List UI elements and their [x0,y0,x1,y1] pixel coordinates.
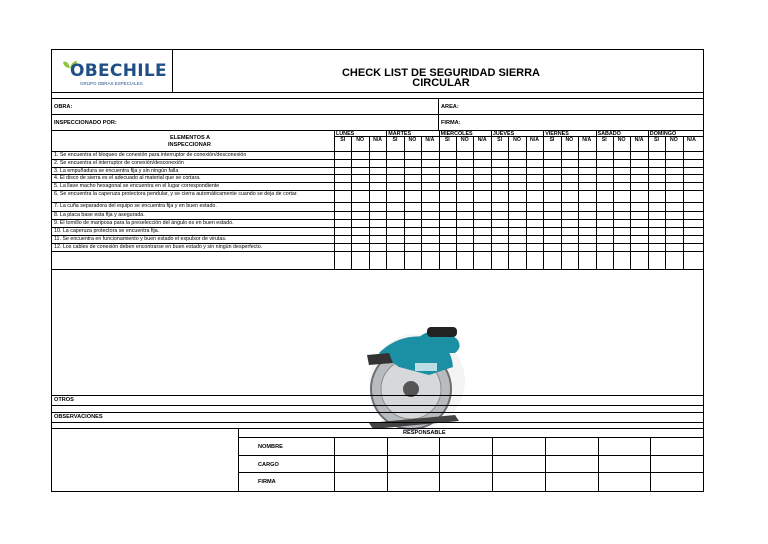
checklist-item: 8. La placa base esta fija y asegurada. [54,212,145,218]
logo-text: OBECHILE [70,61,167,81]
option-header-no: NO [408,137,417,143]
option-header-si: SI [444,137,450,143]
responsable-cargo-label: CARGO [258,462,279,468]
option-header-no: NO [460,137,469,143]
responsable-header: RESPONSABLE [403,430,446,436]
responsable-col-line [334,437,335,491]
option-header-si: SI [340,137,346,143]
checklist-item: 9. El tornillo de mariposa para la preselección del ángulo es en buen estado. [54,220,234,226]
firma-label: FIRMA: [441,120,461,126]
day-header-lunes: LUNES [336,131,355,137]
row-line [52,251,703,252]
day-underline [334,136,703,137]
day-header-sabado: SABADO [597,131,621,137]
day-header-domingo: DOMINGO [649,131,677,137]
responsable-row-line [238,472,703,473]
day-header-jueves: JUEVES [492,131,515,137]
checklist-item: 6. Se encuentra la caperuza protectora pendular, y se cierra automáticamente cuando se deja de cortar. [54,191,298,197]
document-title-line-2: CIRCULAR [412,77,470,89]
logo-subtitle: GRUPO OBRAS ESPECIALES [80,81,143,86]
responsable-col-line [439,437,440,491]
option-header-si: SI [497,137,503,143]
checklist-item: 4. El disco de sierra es el adecuado al material que se cortara. [54,175,201,181]
checklist-item: 10. La caperuza protectora se encuentra fija. [54,228,160,234]
elements-header-line-2: INSPECCIONAR [168,142,211,148]
option-header-si: SI [549,137,555,143]
responsable-firma-label: FIRMA [258,479,276,485]
circular-saw-image [359,323,475,435]
option-header-no: NO [356,137,365,143]
observaciones-label: OBSERVACIONES [54,414,103,420]
obra-label: OBRA: [54,104,73,110]
option-header-na: N/A [582,137,592,143]
day-header-viernes: VIERNES [545,131,569,137]
option-header-si: SI [392,137,398,143]
responsable-col-line [545,437,546,491]
otros-label: OTROS [54,397,74,403]
option-header-na: N/A [425,137,435,143]
checklist-item: 3. La empuñadura se encuentra fija y sin ningún falla [54,168,179,174]
option-header-no: NO [617,137,626,143]
day-header-miercoles: MIERCOLES [440,131,473,137]
option-header-si: SI [654,137,659,143]
option-header-no: NO [670,137,678,143]
checklist-item: 12. Los cables de conexión deben encontrarse en buen estado y sin ningún desperfecto. [54,244,263,250]
row-line [52,269,703,270]
checklist-item: 1. Se encuentra el bloqueo de conexión para interruptor de conexión/desconexión [54,152,247,158]
inspeccionado-label: INSPECCIONADO POR: [54,120,117,126]
responsable-nombre-label: NOMBRE [258,444,283,450]
option-header-na: N/A [530,137,539,143]
checklist-item: 2. Se encuentra el interruptor de conexión/desconexión [54,160,184,166]
document-title-line-1: CHECK LIST DE SEGURIDAD SIERRA [341,67,541,79]
company-logo [60,56,170,88]
option-header-na: N/A [373,137,383,143]
area-label: AREA: [441,104,459,110]
checklist-item: 7. La cuña separadora del equipo se encuentra fija y en buen estado. [54,203,217,209]
option-header-si: SI [601,137,607,143]
responsable-col-line [492,437,493,491]
option-header-no: NO [565,137,574,143]
checklist-sheet [51,49,704,492]
responsable-row-line [238,455,703,456]
option-header-na: N/A [686,137,696,143]
responsable-col-line [387,437,388,491]
day-header-martes: MARTES [388,131,412,137]
elements-header-line-1: ELEMENTOS A [170,135,211,141]
option-header-na: N/A [634,137,644,143]
option-header-na: N/A [477,137,487,143]
option-header-no: NO [513,137,521,143]
responsable-col-line [650,437,651,491]
checklist-item: 5. La llave macho hexagonal se encuentra en el lugar correspondiente [54,183,220,189]
responsable-col-line [598,437,599,491]
checklist-item: 11. Se encuentra en funcionamiento y buen estado el expulsor de virutas. [54,236,227,242]
